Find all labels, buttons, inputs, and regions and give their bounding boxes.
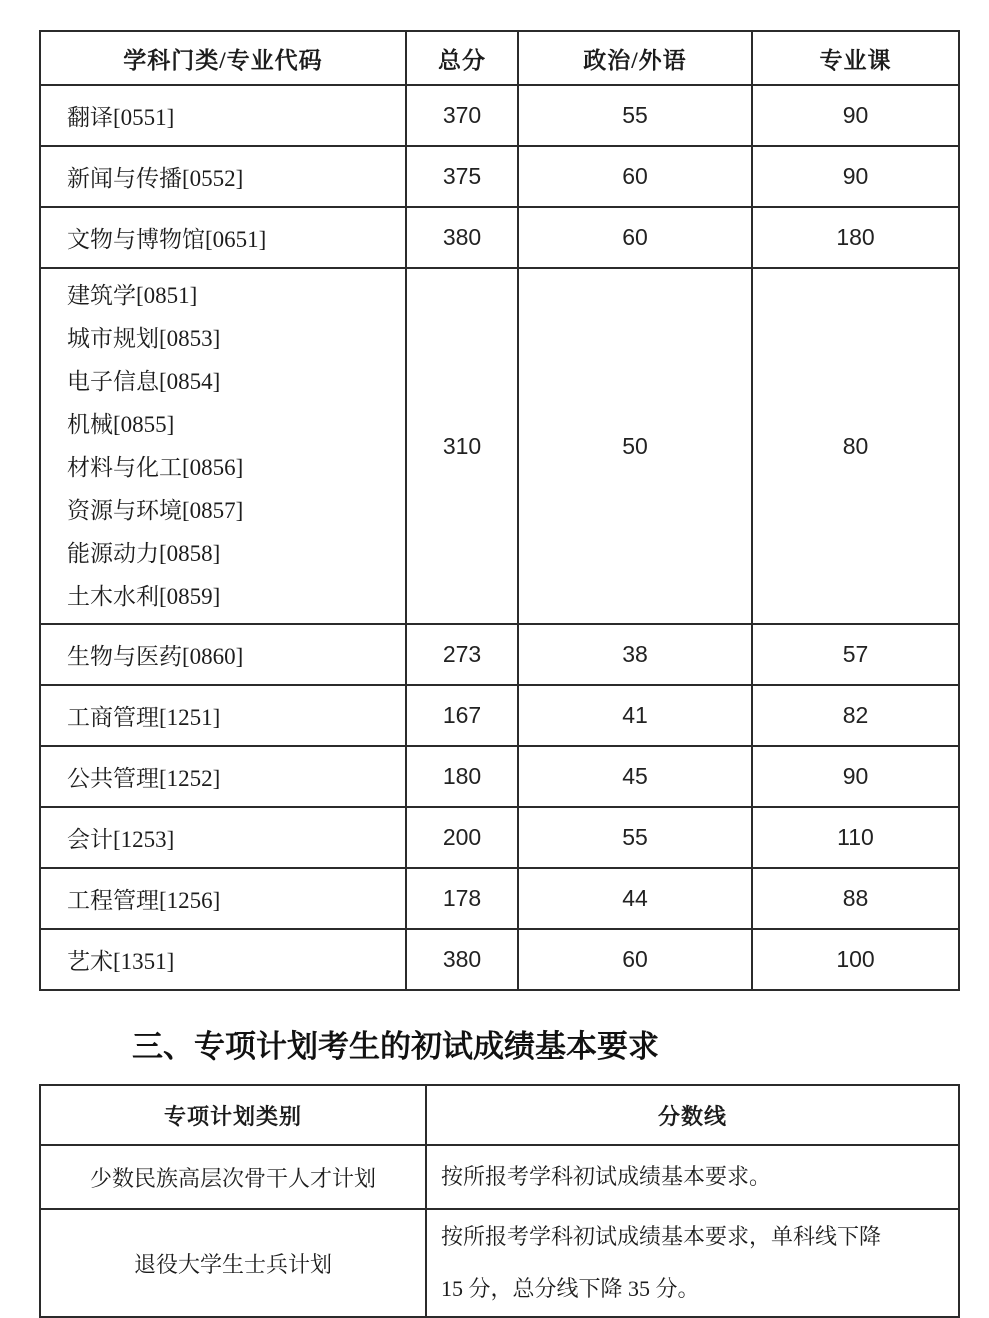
special-plan-table [39, 1084, 960, 1318]
table-row-grouped-specialties [40, 268, 959, 624]
table-row [40, 207, 959, 268]
header-plan-category: 专项计划类别 [40, 1085, 426, 1145]
score-line-text: 按所报考学科初试成绩基本要求，单科线下降 [441, 1224, 882, 1249]
header-total-score: 总分 [406, 31, 518, 85]
table-header-row [40, 1085, 959, 1145]
subject-cell: 工程管理[1256] [40, 868, 406, 929]
politics-foreign-cell: 41 [518, 685, 752, 746]
politics-foreign-cell: 44 [518, 868, 752, 929]
table-row [40, 85, 959, 146]
subject-cell: 新闻与传播[0552] [40, 146, 406, 207]
politics-foreign-cell: 60 [518, 207, 752, 268]
group-subject-line: 机械[0855] [67, 412, 175, 437]
professional-course-cell: 80 [752, 268, 959, 624]
score-line-text: 按所报考学科初试成绩基本要求。 [441, 1164, 772, 1189]
total-score-cell: 178 [406, 868, 518, 929]
total-score-cell: 370 [406, 85, 518, 146]
total-score-cell: 200 [406, 807, 518, 868]
document-page [0, 30, 989, 1314]
table-row [40, 868, 959, 929]
group-subject-line: 能源动力[0858] [67, 541, 221, 566]
politics-foreign-cell: 38 [518, 624, 752, 685]
table-row [40, 624, 959, 685]
header-professional-course: 专业课 [752, 31, 959, 85]
professional-course-cell: 88 [752, 868, 959, 929]
header-politics-foreign: 政治/外语 [518, 31, 752, 85]
total-score-cell: 375 [406, 146, 518, 207]
header-subject-category: 学科门类/专业代码 [40, 31, 406, 85]
professional-course-cell: 57 [752, 624, 959, 685]
table-row [40, 685, 959, 746]
plan-category-cell: 退役大学生士兵计划 [40, 1209, 426, 1317]
table-row [40, 746, 959, 807]
politics-foreign-cell: 60 [518, 929, 752, 990]
total-score-cell: 273 [406, 624, 518, 685]
group-subject-line: 资源与环境[0857] [67, 498, 244, 523]
subject-cell: 翻译[0551] [40, 85, 406, 146]
subject-cell: 艺术[1351] [40, 929, 406, 990]
group-subject-line: 电子信息[0854] [67, 369, 221, 394]
subject-cell: 公共管理[1252] [40, 746, 406, 807]
politics-foreign-cell: 50 [518, 268, 752, 624]
politics-foreign-cell: 55 [518, 807, 752, 868]
table-row [40, 1209, 959, 1317]
professional-course-cell: 180 [752, 207, 959, 268]
score-line-text: 15 分，总分线下降 35 分。 [441, 1276, 700, 1301]
total-score-cell: 380 [406, 929, 518, 990]
group-subject-line: 土木水利[0859] [67, 584, 221, 609]
group-subject-line: 建筑学[0851] [67, 283, 198, 308]
table-header-row [40, 31, 959, 85]
score-line-cell [426, 1145, 959, 1209]
table-row [40, 807, 959, 868]
politics-foreign-cell: 55 [518, 85, 752, 146]
professional-course-cell: 90 [752, 146, 959, 207]
total-score-cell: 310 [406, 268, 518, 624]
subject-cell: 会计[1253] [40, 807, 406, 868]
politics-foreign-cell: 45 [518, 746, 752, 807]
professional-course-cell: 100 [752, 929, 959, 990]
professional-course-cell: 82 [752, 685, 959, 746]
group-subject-line: 材料与化工[0856] [67, 455, 244, 480]
table-row [40, 1145, 959, 1209]
professional-course-cell: 90 [752, 85, 959, 146]
total-score-cell: 167 [406, 685, 518, 746]
total-score-cell: 180 [406, 746, 518, 807]
subject-cell: 文物与博物馆[0651] [40, 207, 406, 268]
score-line-cell [426, 1209, 959, 1317]
table-row [40, 929, 959, 990]
subject-cell: 工商管理[1251] [40, 685, 406, 746]
header-score-line: 分数线 [426, 1085, 959, 1145]
section-heading: 三、专项计划考生的初试成绩基本要求 [132, 1029, 659, 1064]
plan-category-cell: 少数民族高层次骨干人才计划 [40, 1145, 426, 1209]
professional-course-cell: 110 [752, 807, 959, 868]
subject-cell: 生物与医药[0860] [40, 624, 406, 685]
table-row [40, 146, 959, 207]
politics-foreign-cell: 60 [518, 146, 752, 207]
group-subject-cell [40, 268, 406, 624]
admission-score-table [39, 30, 960, 991]
professional-course-cell: 90 [752, 746, 959, 807]
total-score-cell: 380 [406, 207, 518, 268]
group-subject-line: 城市规划[0853] [67, 326, 221, 351]
